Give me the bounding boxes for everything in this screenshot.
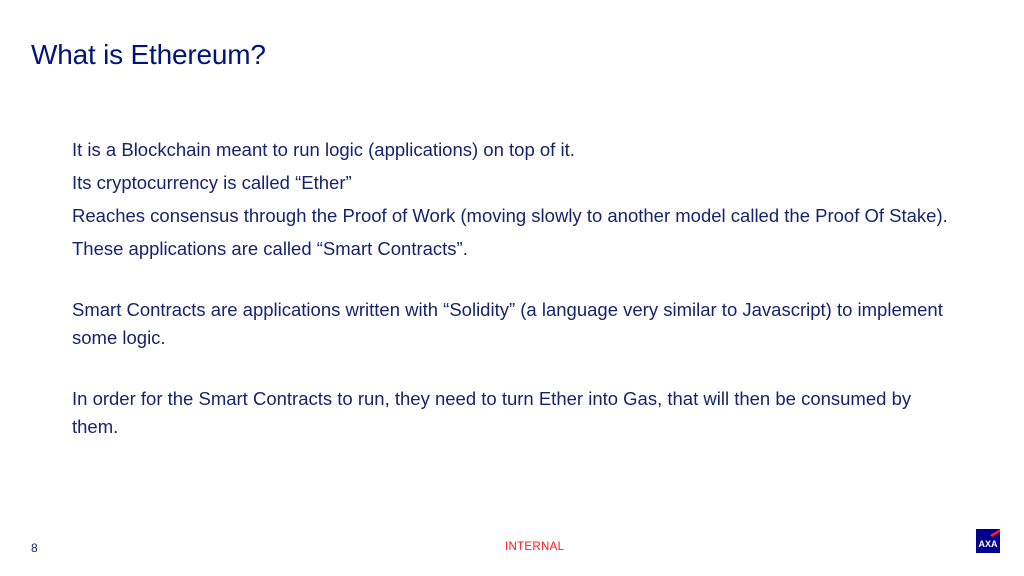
- paragraph-blockchain: It is a Blockchain meant to run logic (applications) on top of it.: [72, 139, 575, 160]
- paragraph-gas: In order for the Smart Contracts to run, they need to turn Ether into Gas, that will then be consumed by them.: [72, 388, 912, 437]
- slide-body: [72, 136, 962, 441]
- page-number: 8: [31, 541, 38, 555]
- axa-logo: [976, 529, 1000, 553]
- paragraph-solidity: Smart Contracts are applications written with “Solidity” (a language very similar to Javascript) to implement some logic.: [72, 299, 943, 348]
- classification-label: INTERNAL: [505, 541, 565, 553]
- logo-text: AXA: [978, 539, 998, 549]
- paragraph-ether: Its cryptocurrency is called “Ether”: [72, 172, 352, 193]
- paragraph-consensus: Reaches consensus through the Proof of Work (moving slowly to another model called the Proof Of Stake).: [72, 205, 948, 226]
- paragraph-smart-contracts: These applications are called “Smart Contracts”.: [72, 238, 468, 259]
- slide-title: What is Ethereum?: [31, 39, 266, 70]
